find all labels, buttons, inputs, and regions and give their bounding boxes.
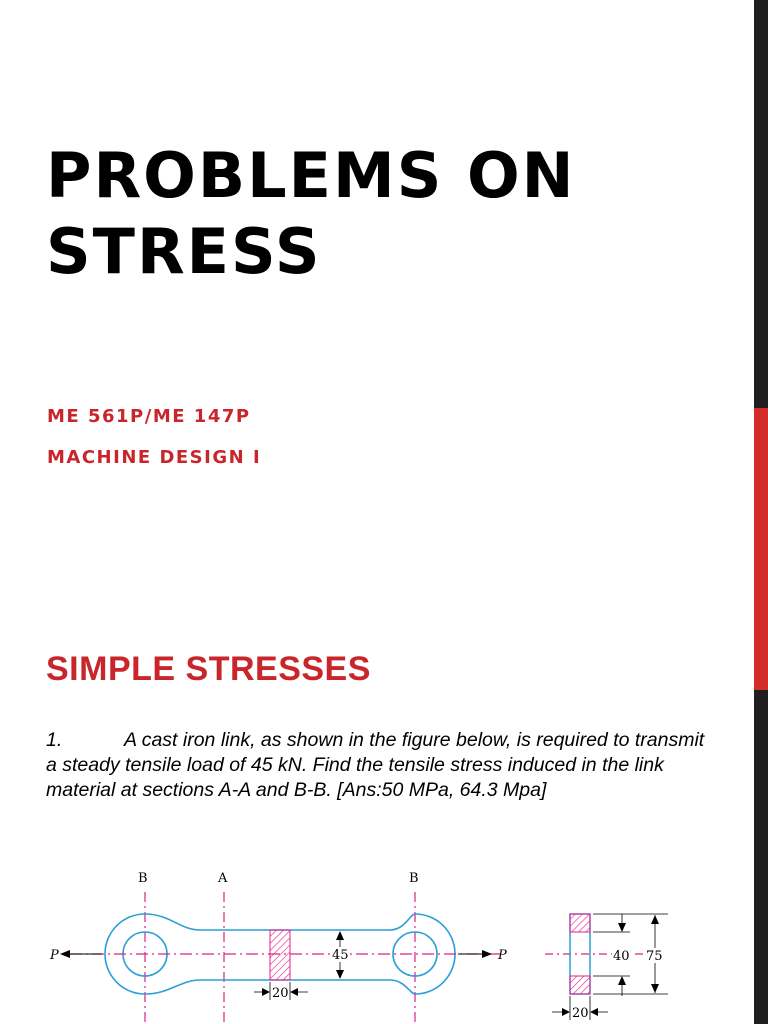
- dim-arrow-sec20-left: [562, 1008, 570, 1016]
- problem-text: A cast iron link, as shown in the figure below, is required to transmit a steady tensile load of 45 kN. Find the tensile stress induced in the link material at sections A-A and B-B. [Ans:50 MPa, 64.3 Mpa]: [46, 729, 705, 801]
- dim-label-sec20: 20: [572, 1006, 589, 1021]
- dim-label-45: 45: [332, 948, 349, 963]
- dim-arrow-75-top: [651, 915, 659, 924]
- dim-label-40: 40: [613, 949, 630, 964]
- dim-arrow-40-top: [618, 923, 626, 932]
- dim-arrow-40-bottom: [618, 976, 626, 985]
- sidebar-dark-band: [754, 0, 768, 408]
- link-drawing: [40, 862, 720, 1024]
- title-line-1: PROBLEMS ON: [46, 139, 576, 212]
- label-b-left: B: [138, 871, 148, 886]
- dim-arrow-20-right: [290, 988, 298, 996]
- slide-title: [46, 138, 736, 290]
- sidebar-dark-band-lower: [754, 690, 768, 1024]
- title-line-2: STRESS: [46, 215, 322, 288]
- section-heading: SIMPLE STRESSES: [46, 650, 371, 688]
- link-section-hatch: [270, 930, 290, 980]
- course-name: MACHINE DESIGN I: [47, 447, 262, 468]
- load-label-right: P: [498, 948, 507, 963]
- dim-arrow-sec20-right: [590, 1008, 598, 1016]
- arrowhead-right: [482, 950, 492, 958]
- load-label-left: P: [50, 948, 59, 963]
- cross-section-hatch-top: [570, 914, 590, 932]
- dim-arrow-45-top: [336, 931, 344, 940]
- cross-section-hatch-bottom: [570, 976, 590, 994]
- arrowhead-left: [60, 950, 70, 958]
- dim-arrow-75-bottom: [651, 984, 659, 993]
- label-b-right: B: [409, 871, 419, 886]
- problem-number: 1.: [46, 729, 63, 751]
- dim-arrow-45-bottom: [336, 970, 344, 979]
- dim-arrow-20-left: [262, 988, 270, 996]
- course-code: ME 561P/ME 147P: [47, 406, 251, 427]
- cast-iron-link-figure: [40, 862, 720, 1024]
- dim-label-75: 75: [646, 949, 663, 964]
- problem-statement: [46, 728, 706, 803]
- dim-label-20: 20: [272, 986, 289, 1001]
- label-a: A: [218, 871, 228, 886]
- sidebar-red-band: [754, 408, 768, 690]
